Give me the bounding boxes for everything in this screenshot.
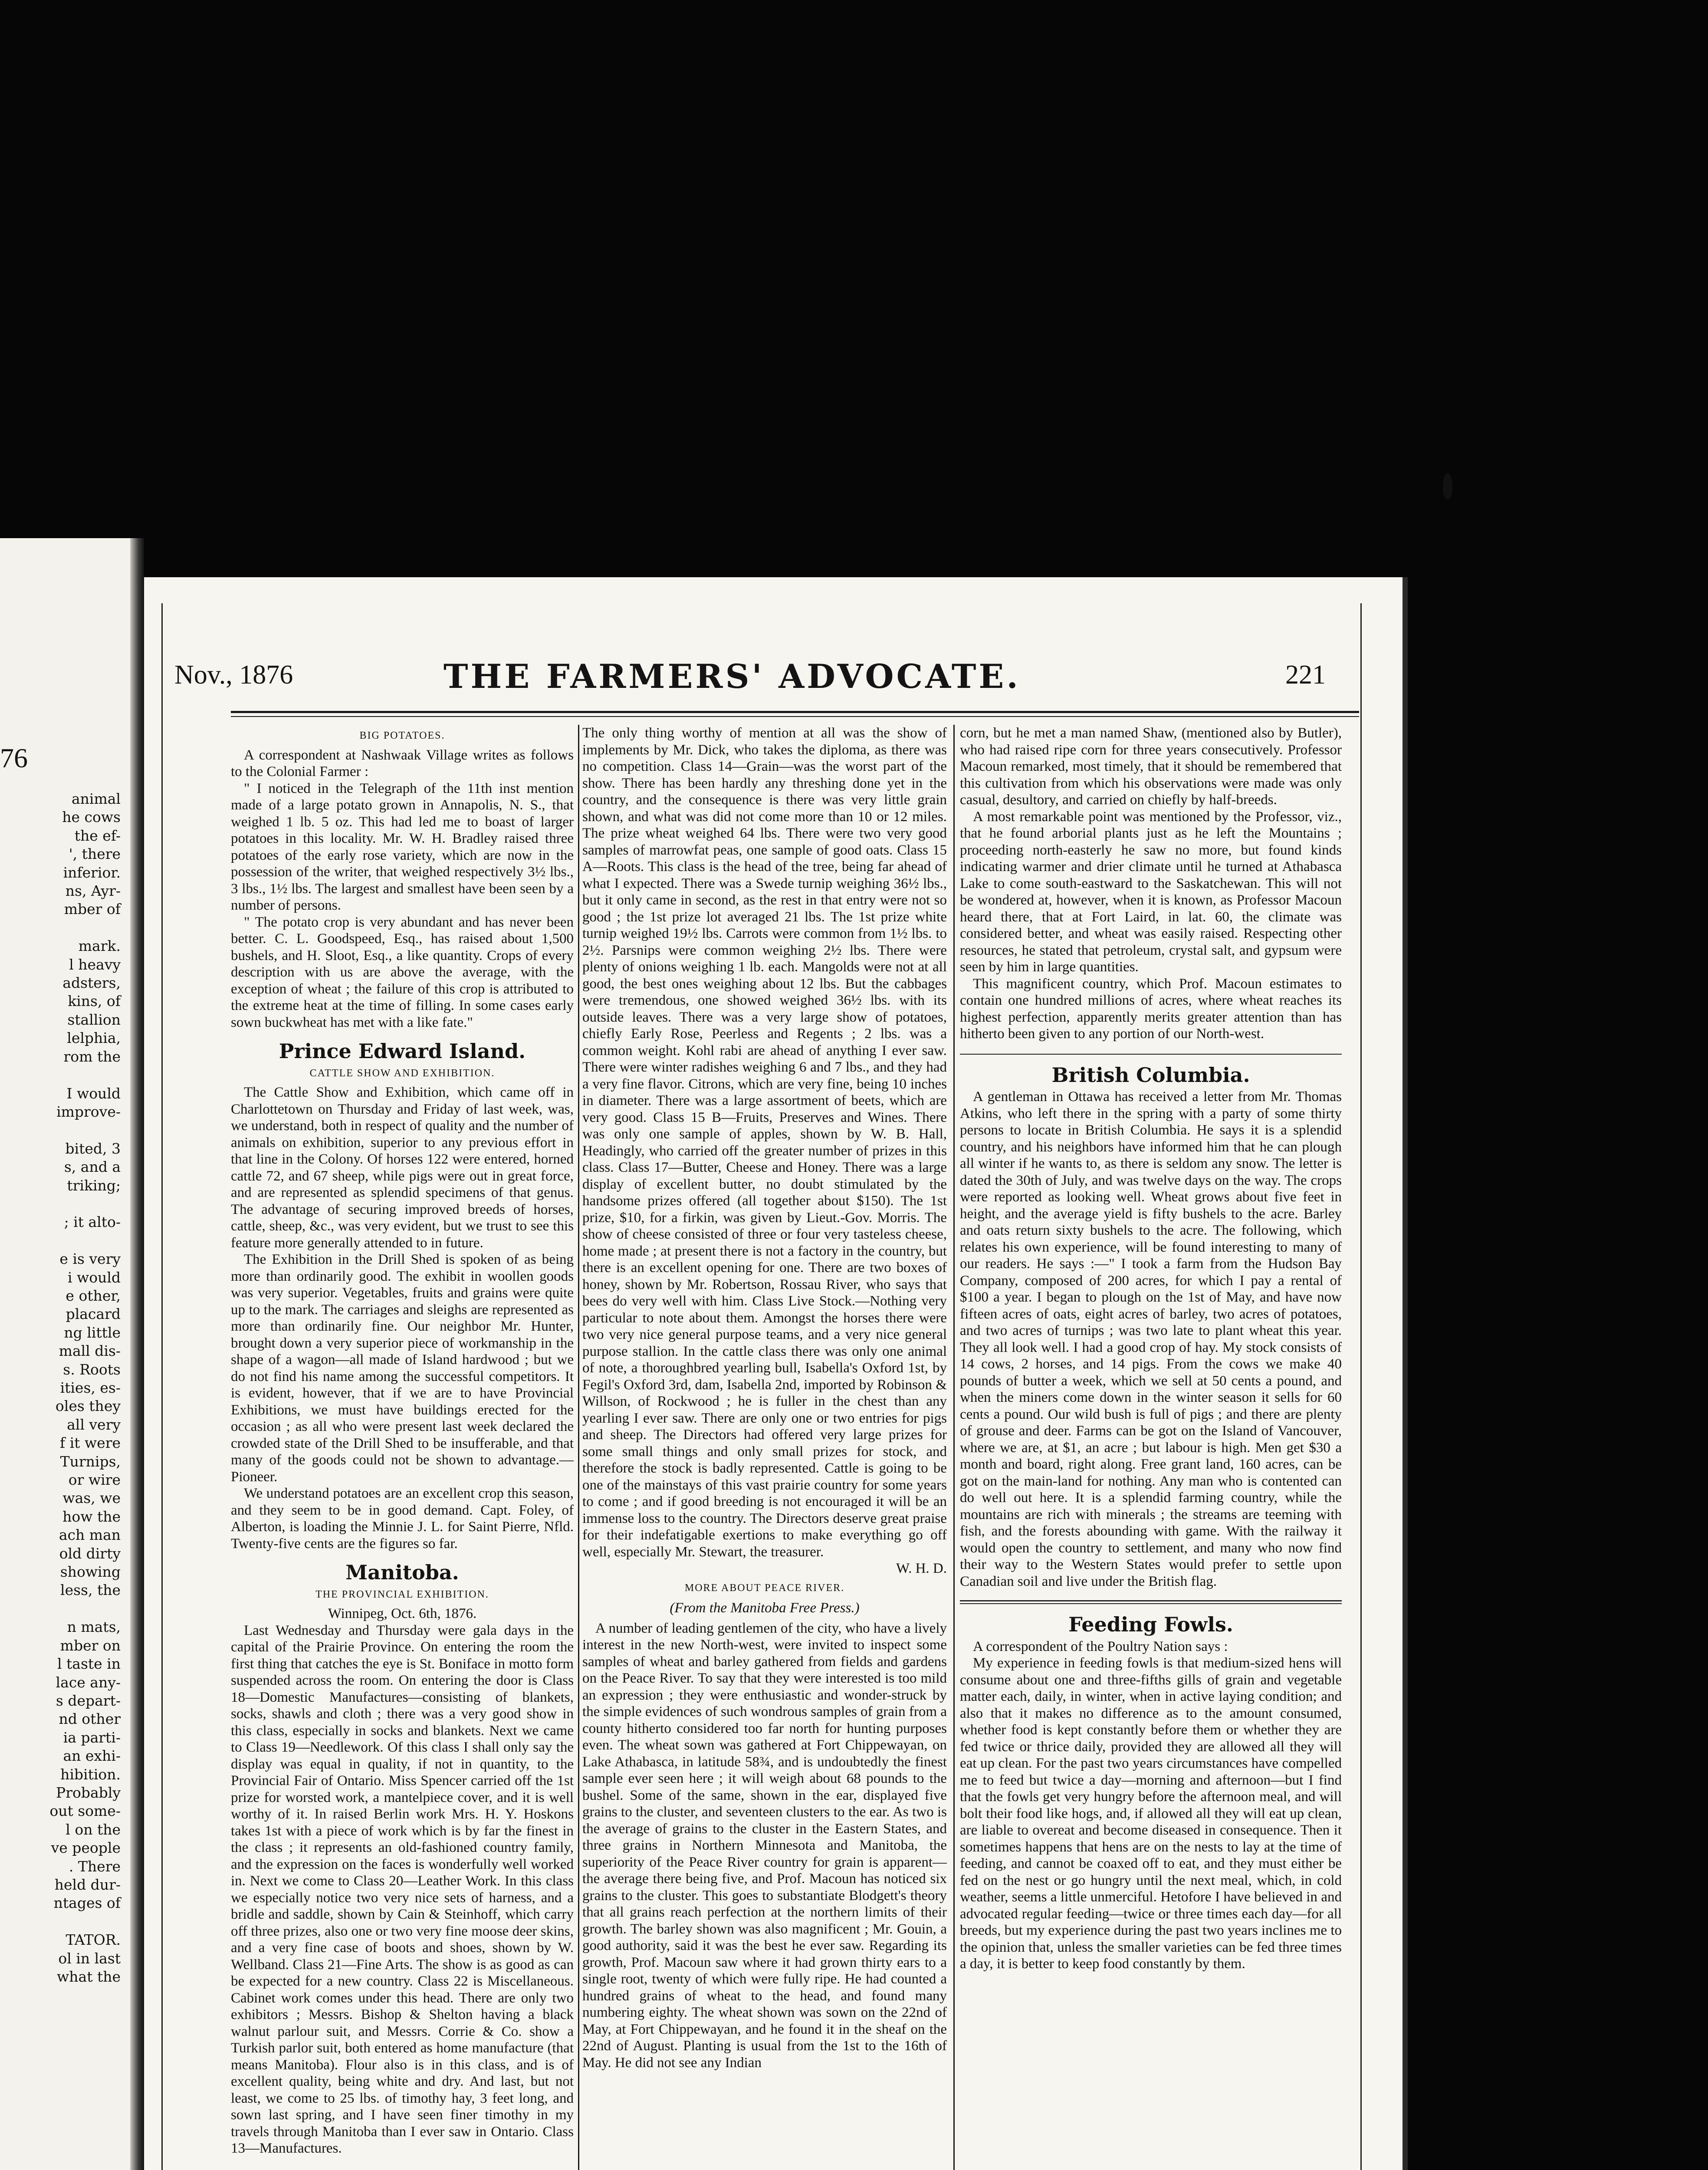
issue-date: Nov., 1876 [174,660,293,690]
paragraph: My experience in feeding fowls is that medium-sized hens will consume about one and three-fifths gills of grain and vegetable matter each, daily, in winter, when in active laying condition; and also that it makes no difference as to the amount consumed, whether food is kept constantly before them or whether they are fed twice or thrice daily, provided they are allowed all they will eat up clean. For the past two years circumstances have compelled me to feed but twice a day—morning and afternoon—but I find that the fowls get very hungry before the afternoon meal, and will bolt their food like hogs, and, if allowed all they will eat up clean, are liable to overeat and become diseased in consequence. Then it sometimes happens that hens are on the nests to lay at the time of feeding, and cannot be coaxed off to eat, and they must either be fed on the nest or go hungry until the next meal, which, in cold weather, seems a little unmerciful. Hetofore I have believed in and advocated regular feeding—twice or three times each day—for all breeds, but my experience during the past two years inclines me to the opinion that, unless the smaller varieties can be fed three times a day, it is better to keep food constantly by them. [960,1655,1342,1972]
paragraph: corn, but he met a man named Shaw, (mentioned also by Butler), who had raised ripe corn for three years consecutively. Professor Macoun remarked, most timely, that it should be remembered that this cultivation from which his observations were made was only casual, desultory, and carried on chiefly by half-breeds. [960,725,1342,808]
subheading-cattle-show: CATTLE SHOW AND EXHIBITION. [309,1067,495,1079]
article-source: (From the Manitoba Free Press.) [670,1600,860,1616]
paragraph: A correspondent at Nashwaak Village writes as follows to the Colonial Farmer : [231,747,574,779]
newspaper-page [144,577,1403,2170]
paragraph: Last Wednesday and Thursday were gala days in the capital of the Prairie Province. On entering the room the first thing that catches the eye is St. Boniface in motto form suspended across the room. On entering the door is Class 18—Domestic Manufactures—consisting of blankets, socks, shawls and cloth ; there was a very good show in this class, especially in socks and blankets. Next we came to Class 19—Needlework. Of this class I shall only say the display was equal in quality, if not in quantity, to the Provincial Fair of Ontario. Miss Spencer carried off the 1st prize for worsted work, a mantelpiece cover, and it is well worthy of it. In raised Berlin work Mrs. H. Y. Hoskons takes 1st with a piece of work which is by far the finest in the class ; it represents an old-fashioned country family, and the expression on the faces is wonderfully well worked in. Next we come to Class 20—Leather Work. In this class we especially notice two very nice sets of harness, and a bridle and saddle, shown by Cain & Steinhoff, which carry off three prizes, also one or two very fine moose deer skins, and a very fine case of boots and shoes, shown by W. Wellband. Class 21—Fine Arts. The show is as good as can be expected for a new country. Class 22 is Miscellaneous. Cabinet work comes under this head. There are only two exhibitors ; Messrs. Bishop & Shelton having a black walnut parlour suit, and Messrs. Corrie & Co. show a Turkish parlor suit, both entered as home manufacture (that means Manitoba). Flour also is in this class, and is of excellent quality, being white and dry. And last, but not least, we come to 25 lbs. of timothy hay, 3 feet long, and sown last spring, and I have seen finer timothy in my travels through Manitoba than I ever saw in Ontario. Class 13—Manufactures. [231,1622,574,2156]
scan-mark [1443,473,1452,499]
book-gutter [130,538,144,2170]
paragraph: A gentleman in Ottawa has received a letter from Mr. Thomas Atkins, who left there in the spring with a party of some thirty persons to locate in British Columbia. He says it is a splendid country, and his neighbors have informed him that he can plough all winter if he wants to, as there is seldom any snow. The letter is dated the 30th of July, and was twelve days on the way. The crops were reported as looking well. Wheat grows about five feet in height, and the average yield is fifty bushels to the acre. Barley and oats return sixty bushels to the acre. The following, which relates his own experience, will be found interesting to many of our readers. He says :—" I took a farm from the Hudson Bay Company, composed of 200 acres, for which I pay a rental of $100 a year. I began to plough on the 1st of May, and have now fifteen acres of oats, eight acres of barley, two acres of potatoes, and two acres of turnips ; was two late to plant wheat this year. They all look well. I had a good crop of hay. My stock consists of 14 cows, 2 horses, and 14 pigs. From the cows we make 40 pounds of butter a week, which we sell at 50 cents a pound, and when the miners come down in the winter season it sells for 60 cents a pound. Our wild bush is full of pigs ; and there are plenty of grouse and deer. Farms can be got on the Island of Vancouver, where we are, at $1, an acre ; but labour is high. Men get $30 a month and board, right along. Free grant land, 160 acres, can be got on the main-land for nothing. Any man who is contented can do well out here. It is a splendid farming country, while the mountains are rich with minerals ; the streams are teeming with fish, and the forests abounding with game. With the railway it would open the country to settlement, and many who now find their way to the Western States would prefer to settle upon Canadian soil and live under the British flag. [960,1089,1342,1589]
facing-page-folio: 76 [0,743,28,773]
section-rule [960,1600,1342,1604]
subheading-provincial-exhibition: THE PROVINCIAL EXHIBITION. [315,1588,489,1600]
paragraph: This magnificent country, which Prof. Macoun estimates to contain one hundred millions of acres, where wheat reaches its highest perfection, apparently merits greater attention than has hitherto been given to any portion of our North-west. [960,976,1342,1042]
column-3 [960,725,1342,2170]
paragraph: We understand potatoes are an excellent crop this season, and they seem to be in good demand. Capt. Foley, of Alberton, is loading the Minnie J. L. for Saint Pierre, Nfld. Twenty-five cents are the figures so far. [231,1486,574,1552]
column-2 [582,725,947,2170]
paragraph: A most remarkable point was mentioned by the Professor, viz., that he found arborial plants just as he left the Mountains ; proceeding north-easterly he saw no more, but found kinds indicating warmer and drier climate until he turned at Athabasca Lake to come south-eastward to the Saskatchewan. This will not be wondered at, however, when it is known, as Professor Macoun heard there, that at Fort Laird, in lat. 60, the climate was considered better, and wheat was easily raised. Respecting other resources, he stated that petroleum, crystal salt, and gypsum were seen by him in large quantities. [960,809,1342,975]
header-rule [231,711,1359,713]
paragraph: " I noticed in the Telegraph of the 11th inst mention made of a large potato grown in Annapolis, N. S., that weighed 1 lb. 5 oz. This had led me to boast of larger potatoes in this locality. Mr. W. H. Bradley raised three potatoes of the early rose variety, which are now in the possession of the writer, that weighed respectively 3½ lbs., 3 lbs., 1½ lbs. The largest and smallest have been seen by a number of persons. [231,780,574,913]
page-number: 221 [1285,660,1326,690]
paragraph: The Exhibition in the Drill Shed is spoken of as being more than ordinarily good. The exhibit in woollen goods was very superior. Vegetables, fruits and grains were quite up to the mark. The carriages and sleighs are represented as more than ordinarily fine. Our neighbor Mr. Hunter, brought down a very superior piece of workmanship in the shape of a wagon—all made of Island hardwood ; but we do not find his name among the successful competitors. It is evident, however, that if we are to have Provincial Exhibitions, we must have buildings erected for the occasion ; as all who were present last week declared the crowded state of the Drill Shed to be insufferable, and that many of the goods could not be shown to advantage.— Pioneer. [231,1252,574,1485]
dateline: Winnipeg, Oct. 6th, 1876. [328,1606,477,1621]
section-heading-prince-edward-island: Prince Edward Island. [279,1039,526,1063]
paragraph: A correspondent of the Poultry Nation says : [973,1638,1228,1654]
page-edge-shadow [1403,577,1408,2170]
column-1 [231,725,574,2170]
paragraph: A number of leading gentlemen of the city, who have a lively interest in the new North-west, were invited to inspect some samples of wheat and barley gathered from fields and gardens on the Peace River. To say that they were interested is too mild an expression ; they were enthusiastic and wonder-struck by the simple evidences of such wondrous samples of grain from a county hitherto considered too far north for hunting purposes even. The wheat sown was gathered at Fort Chippewayan, on Lake Athabasca, in latitude 58¾, and is undoubtedly the finest sample ever seen here ; it will weigh about 68 pounds to the bushel. Some of the same, shown in the ear, displayed five grains to the cluster, and seventeen clusters to the ear. As two is the average of grains to the cluster in the Eastern States, and three grains in Northern Minnesota and Manitoba, the superiority of the Peace River country for grain is apparent—the average there being five, and Prof. Macoun has noticed six grains to the cluster. This goes to substantiate Blodgett's theory that all grains reach perfection at the northern limits of their growth. The barley shown was also magnificent ; Mr. Gouin, a good authority, said it was the best he ever saw. Regarding its growth, Prof. Macoun saw where it had grown thirty ears to a single root, twenty of which were fully ripe. He had counted a hundred grains of wheat to the head, and found many numbering eighty. The wheat shown was sown on the 22nd of May, at Fort Chippewayan, and he found it in the sheaf on the 22nd of August. Planting is usual from the 1st to the 16th of May. He did not see any Indian [582,1620,947,2071]
paragraph: " The potato crop is very abundant and has never been better. C. L. Goodspeed, Esq., has raised about 1,500 bushels, and H. Sloot, Esq., a like quantity. Crops of every description with us are above the average, with the exception of wheat ; the failure of this crop is attributed to the extreme heat at the time of filling. In some cases early sown buckwheat has met with a like fate." [231,914,574,1030]
column-rule [953,725,955,2170]
facing-page-text: animal he cows the ef- ', there inferior. ns, Ayr- mber of mark. l heavy adsters, kins, of stallion lelphia, rom the I would improve- bited, 3 s, and a triking; ; it alto- e is very i would e other, placard ng little mall dis- s. Roots ities, es- oles they all very f it were Turnips, or wire was, we how the ach man old dirty showing less, the n mats, mber on l taste in lace any- s depart- nd other ia parti- an exhi- hibition. Probably out some- l on the ve people . There held dur- ntages of TATOR. ol in last what the [49,790,121,1985]
article-heading-big-potatoes: BIG POTATOES. [359,730,445,741]
section-heading-manitoba: Manitoba. [345,1561,459,1584]
section-rule [960,1054,1342,1055]
article-heading-peace-river: MORE ABOUT PEACE RIVER. [684,1582,845,1594]
header-rule-thin [231,716,1359,717]
paragraph: The only thing worthy of mention at all was the show of implements by Mr. Dick, who takes the diploma, as there was no competition. Class 14—Grain—was the worst part of the show. There has been hardly any threshing done yet in the country, and the consequence is there was very little grain shown, and what was did not come more than 10 or 12 miles. The prize wheat weighed 64 lbs. There were two very good samples of marrowfat peas, one sample of good oats. Class 15 A—Roots. This class is the head of the tree, being far ahead of what I expected. There was a Swede turnip weighing 36½ lbs., but it only came in second, as the rest in that entry were not so good ; the 1st prize lot averaged 21 lbs. The 1st prize white turnip weighed 19½ lbs. Carrots were common from 1½ lbs. to 2½. Parsnips were common weighing 2½ lbs. There were plenty of onions weighing 1 lb. each. Mangolds were not at all good, the best ones weighing about 12 lbs. But the cabbages were tremendous, one showed weighed 36½ lbs. with its outside leaves. There was a very large show of potatoes, chiefly Early Rose, Peerless and Regents ; 2 lbs. was a common weight. Kohl rabi are ahead of anything I ever saw. There were winter radishes weighing 6 and 7 lbs., and they had a very fine flavor. Citrons, which are very fine, being 10 inches in diameter. There was a large assortment of beets, which are very good. Class 15 B—Fruits, Preserves and Wines. There was only one sample of apples, shown by W. B. Hall, Headingly, who carried off the greater number of prizes in this class. Class 17—Butter, Cheese and Honey. There was a large display of excellent butter, no doubt stimulated by the handsome prizes offered (all together about $150). The 1st prize, $10, for a firkin, was given by Lieut.-Gov. Morris. The show of cheese consisted of three or four very tasteless cheese, home made ; at present there is not a factory in the country, but there is an excellent opening for one. There are two boxes of honey, shown by Mr. Robertson, Rossau River, who says that bees do very well with him. Class Live Stock.—Nothing very particular to note about them. Amongst the horses there were two very nice general purpose teams, and a very nice general purpose stallion. In the cattle class there was only one animal of note, a thoroughbred yearling bull, Isabella's Oxford 1st, by Fegil's Oxford 3rd, dam, Isabella 2nd, imported by Robinson & Willson, of Rockwood ; he is fuller in the chest than any yearling I ever saw. There are only one or two entries for pigs and sheep. The Directors had offered very large prizes for some small things and only small prizes for stock, and therefore the stock is badly represented. Cattle is going to be one of the mainstays of this vast prairie country for some years to come ; and if good breeding is not encouraged it will be an immense loss to the country. The Directors deserve great praise for their indefatigable exertions to make everything go off well, especially Mr. Stewart, the treasurer. [582,725,947,1560]
section-heading-british-columbia: British Columbia. [1051,1063,1250,1087]
signature: W. H. D. [896,1561,947,1576]
paragraph: The Cattle Show and Exhibition, which came off in Charlottetown on Thursday and Friday of last week, was, we understand, both in respect of quality and the number of animals on exhibition, superior to any previous effort in that line in the Colony. Of horses 122 were entered, horned cattle 72, and 67 sheep, while pigs were out in great force, and are represented as splendid specimens of that genus. The advantage of securing improved breeds of horses, cattle, sheep, &c., was very evident, but we trust to see this feature more generally attended to in future. [231,1085,574,1251]
masthead-title: THE FARMERS' ADVOCATE. [443,657,1021,696]
column-rule [578,725,579,2170]
section-heading-feeding-fowls: Feeding Fowls. [1068,1613,1233,1636]
facing-page-fragment [0,538,130,2170]
page-header [174,657,1389,703]
